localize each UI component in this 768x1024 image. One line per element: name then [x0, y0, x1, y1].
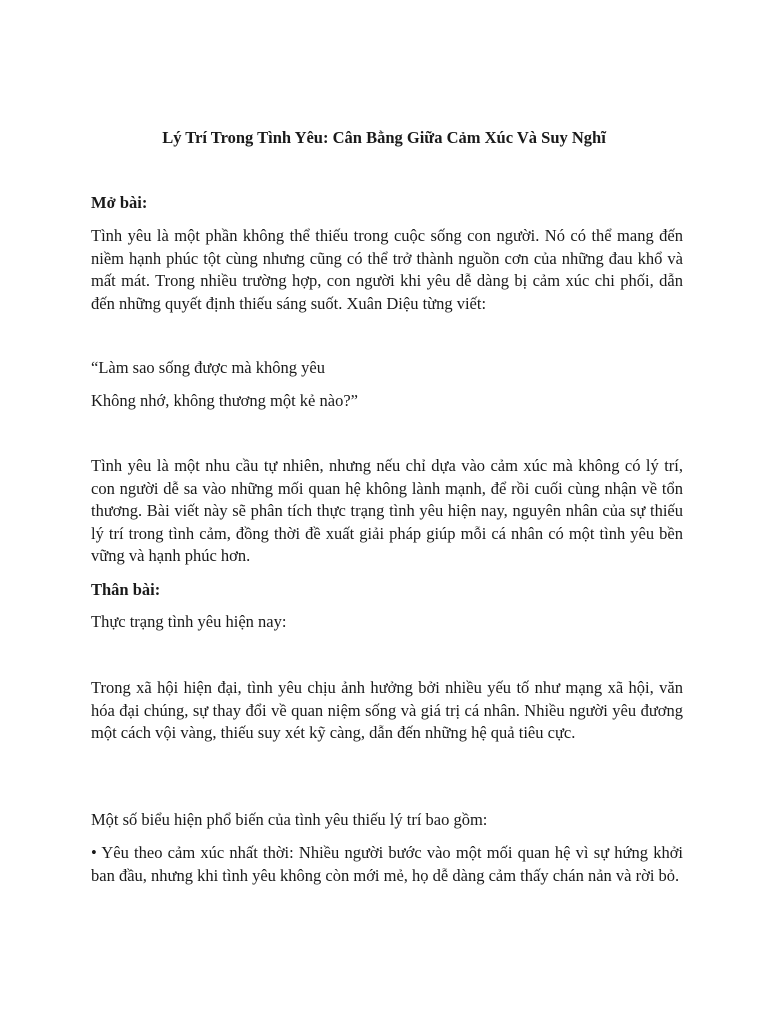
bullet-item: • Yêu theo cảm xúc nhất thời: Nhiều người bước vào một mối quan hệ vì sự hứng khởi ban đầu, nhưng khi tình yêu không còn mới mẻ, họ dễ dàng cảm thấy chán nản và rời bỏ.	[91, 843, 683, 885]
subheading-current-state: Thực trạng tình yêu hiện nay:	[91, 612, 287, 631]
intro-paragraph: Tình yêu là một phần không thể thiếu trong cuộc sống con người. Nó có thể mang đến niềm hạnh phúc tột cùng nhưng cũng có thể trở thành nguồn cơn của những đau khổ và mất mát. Trong nhiều trường hợp, con người khi yêu dễ dàng bị cảm xúc chi phối, dẫn đến những quyết định thiếu sáng suốt. Xuân Diệu từng viết:	[91, 226, 683, 313]
body-paragraph-2: Một số biểu hiện phổ biến của tình yêu thiếu lý trí bao gồm:	[91, 810, 488, 829]
intro-paragraph-2: Tình yêu là một nhu cầu tự nhiên, nhưng nếu chỉ dựa vào cảm xúc mà không có lý trí, con người dễ sa vào những mối quan hệ không lành mạnh, để rồi cuối cùng nhận về tổn thương. Bài viết này sẽ phân tích thực trạng tình yêu hiện nay, nguyên nhân của sự thiếu lý trí trong tình cảm, đồng thời đề xuất giải pháp giúp mỗi cá nhân có một tình yêu bền vững và hạnh phúc hơn.	[91, 456, 683, 566]
document-title: Lý Trí Trong Tình Yêu: Cân Bằng Giữa Cảm Xúc Và Suy Nghĩ	[162, 128, 606, 147]
body-heading: Thân bài:	[91, 580, 161, 599]
quote-line-1: “Làm sao sống được mà không yêu	[91, 358, 325, 377]
intro-heading: Mở bài:	[91, 193, 148, 212]
body-paragraph-1: Trong xã hội hiện đại, tình yêu chịu ảnh hưởng bởi nhiều yếu tố như mạng xã hội, văn hóa đại chúng, sự thay đổi về quan niệm sống và giá trị cá nhân. Nhiều người yêu đương một cách vội vàng, thiếu suy xét kỹ càng, dẫn đến những hệ quả tiêu cực.	[91, 678, 683, 743]
quote-line-2: Không nhớ, không thương một kẻ nào?”	[91, 391, 358, 410]
